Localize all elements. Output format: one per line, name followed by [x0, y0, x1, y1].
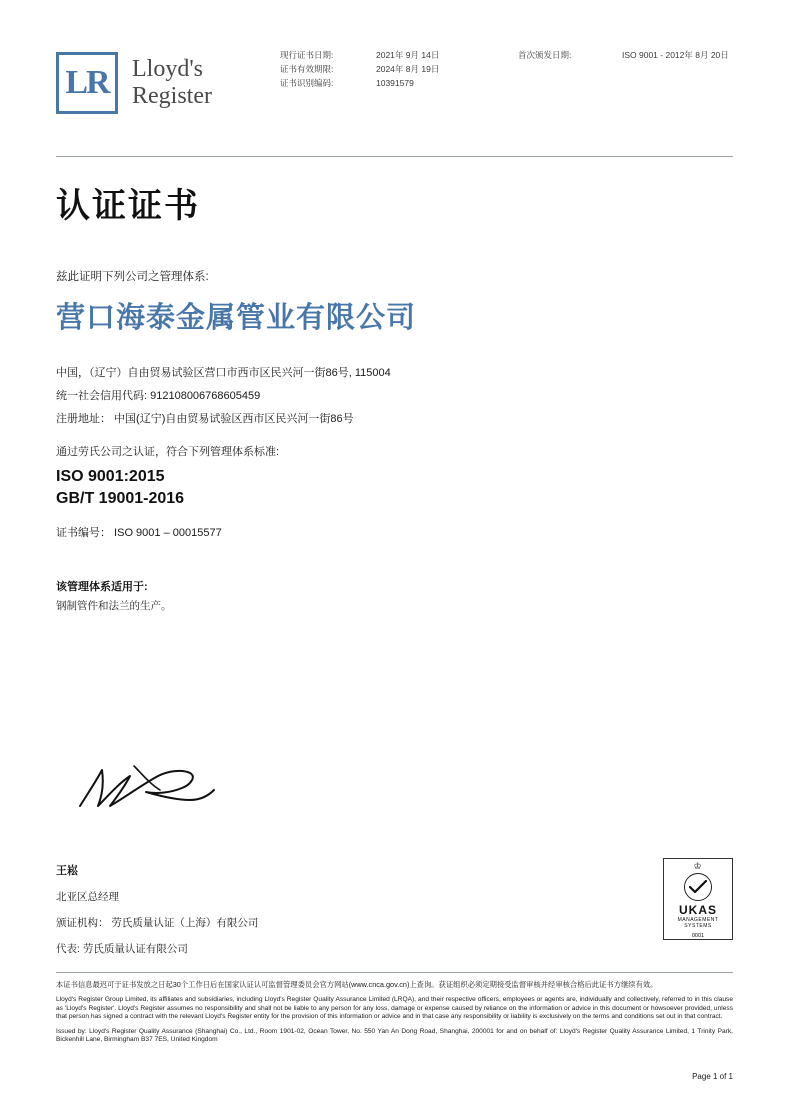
footer-paragraph-2: Issued by: Lloyd's Register Quality Assurance (Shanghai) Co., Ltd., Room 1901-02, Ocean Tower, No. 550 Yan An Dong Road, Shanghai, 200001 for and on behalf of: Lloyd's Register Quality Assurance Limited, 1 Trinity Park, Bickenhill Lane, Birmingham B37 7ES, United Kingdom	[56, 1027, 733, 1044]
intro-text: 兹此证明下列公司之管理体系:	[56, 271, 209, 283]
ukas-subtitle-line-2: SYSTEMS	[684, 923, 712, 929]
standards-lead-text: 通过劳氏公司之认证，符合下列管理体系标准:	[56, 446, 280, 458]
unified-social-credit-code: 统一社会信用代码: 912108006768605459	[56, 390, 261, 402]
crown-icon: ♔	[693, 861, 703, 871]
page-number: Page 1 of 1	[692, 1072, 733, 1081]
ukas-wordmark: UKAS	[678, 903, 717, 917]
label-identity-code: 证书识别编码:	[280, 78, 334, 88]
address-block	[56, 362, 391, 431]
value-valid-until: 2024年 8月 19日	[376, 64, 440, 74]
meta-labels-column-1	[280, 48, 376, 90]
scope-heading: 该管理体系适用于:	[56, 581, 148, 593]
footer-chinese-note: 本证书信息最迟可于证书发放之日起30个工作日后在国家认证认可监督管理委员会官方网站(www.cnca.gov.cn)上查询。获证组织必须定期接受监督审核并经审核合格后此证书方继续有效。	[56, 980, 658, 989]
page-title: 认证证书	[56, 187, 200, 225]
label-current-date: 现行证书日期:	[280, 50, 334, 60]
standard-iso-9001: ISO 9001:2015	[56, 468, 165, 485]
checkmark-icon	[684, 873, 712, 901]
scope-text: 钢制管件和法兰的生产。	[56, 600, 172, 612]
brand-line-2: Register	[132, 83, 212, 109]
brand-name	[132, 56, 212, 111]
value-original-issue: ISO 9001 - 2012年 8月 20日	[622, 50, 729, 60]
value-identity-code: 10391579	[376, 78, 414, 88]
registered-address: 注册地址： 中国(辽宁)自由贸易试验区西市区民兴河一街86号	[56, 413, 354, 425]
representative-line: 代表: 劳氏质量认证有限公司	[56, 943, 188, 955]
certificate-number: 证书编号： ISO 9001 – 00015577	[56, 527, 222, 539]
issuer-line	[56, 910, 258, 936]
handwritten-signature	[72, 760, 222, 820]
issuer-label: 颁证机构：	[56, 917, 109, 929]
signatory-role: 北亚区总经理	[56, 891, 119, 903]
address-line: 中国，（辽宁）自由贸易试验区营口市西市区民兴河一街86号, 115004	[56, 367, 391, 379]
meta-labels-column-2	[518, 48, 622, 90]
ukas-number: 0001	[691, 933, 705, 939]
document-header	[56, 48, 733, 144]
lr-logo-mark	[56, 52, 118, 114]
lr-monogram-text: LR	[65, 64, 109, 101]
label-original-issue: 首次颁发日期:	[518, 50, 572, 60]
meta-values-column-2	[622, 48, 742, 90]
footer-legal-text	[56, 980, 733, 1051]
standard-gbt-19001: GB/T 19001-2016	[56, 490, 185, 507]
meta-column-dates	[280, 48, 496, 90]
brand-line-1: Lloyd's	[132, 55, 203, 82]
ukas-accreditation-mark	[663, 858, 733, 940]
company-name: 营口海泰金属管业有限公司	[56, 302, 417, 334]
signatory-block	[56, 858, 258, 962]
ukas-subtitle-line-1: MANAGEMENT	[677, 917, 719, 923]
label-valid-until: 证书有效期限:	[280, 64, 334, 74]
header-divider	[56, 156, 733, 157]
meta-values-column-1	[376, 48, 496, 90]
certificate-meta	[280, 48, 742, 90]
footer-divider	[56, 972, 733, 973]
value-current-date: 2021年 9月 14日	[376, 50, 440, 60]
footer-paragraph-1: Lloyd's Register Group Limited, its affiliates and subsidiaries, including Lloyd's Register Quality Assurance Limited (LRQA), and their respective officers, employees or agents are, individually and collectively, referred to in this clause as 'Lloyd's Register'. Lloyd's Register assumes no responsibility and shall not be liable to any person for any loss, damage or expense caused by reliance on the information or advice in this document or howsoever provided, unless that person has signed a contract with the relevant Lloyd's Register entity for the provision of this information or advice and in that case any responsibility or liability is exclusively on the terms and conditions set out in that contract.	[56, 996, 733, 1021]
standards-list	[56, 466, 184, 510]
signatory-name: 王崧	[56, 865, 78, 877]
meta-column-original-issue	[518, 48, 742, 90]
lloyds-register-logo	[56, 52, 212, 114]
issuer-value: 劳氏质量认证（上海）有限公司	[111, 917, 259, 929]
